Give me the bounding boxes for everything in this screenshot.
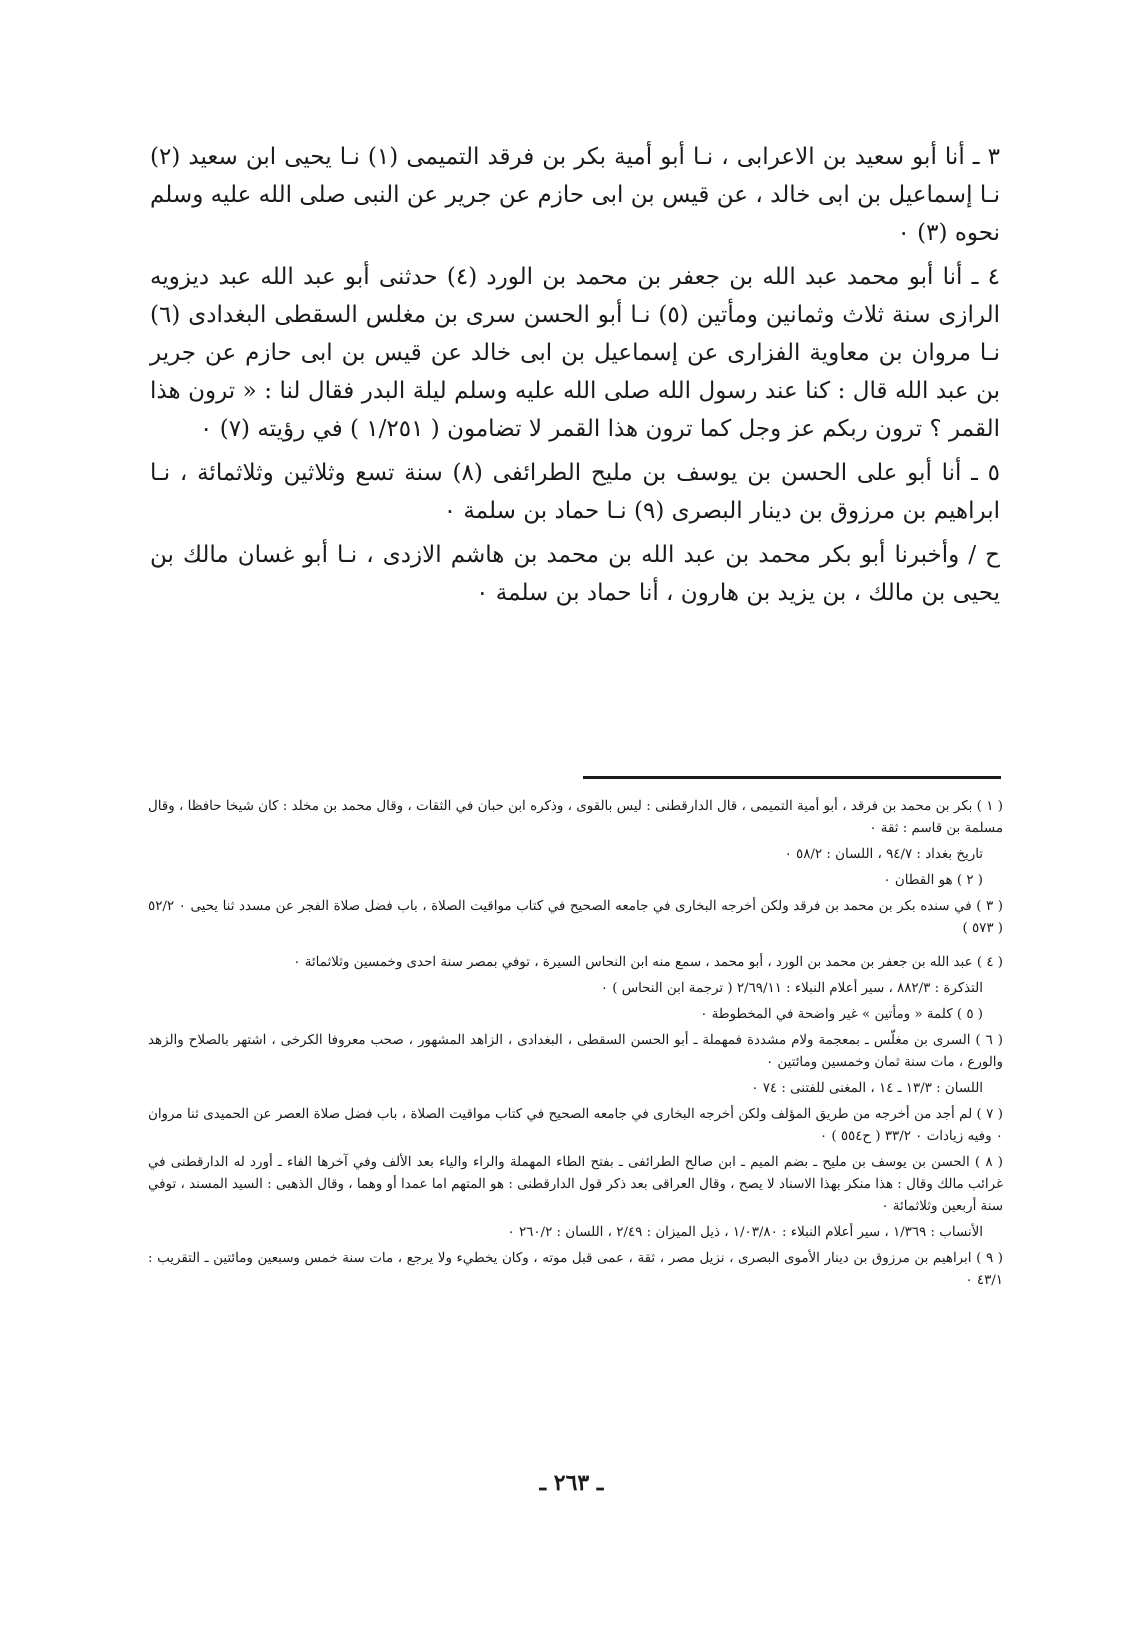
paragraph-5: ٥ ـ أنا أبو على الحسن بن يوسف بن مليح الطرائفى (٨) سنة تسع وثلاثين وثلاثمائة ، نـا ابراهيم بن مرزوق بن دينار البصرى (٩) نـا حماد بن سلمة ٠ [150,460,1000,524]
page-number: ـ ٢٦٣ ـ [539,1470,604,1496]
footnote-6-sources: اللسان : ١٣/٣ ـ ١٤ ، المغنى للفتنى : ٧٤ ٠ [751,1081,983,1096]
footnote-1: ( ١ ) بكر بن محمد بن فرقد ، أبو أمية التميمى ، قال الدارقطنى : ليس بالقوى ، وذكره ابن حبان في الثقات ، وقال محمد بن مخلد : كان شيخا حافظا ، وقال مسلمة بن قاسم : ثقة ٠ [148,799,1003,836]
footnote-1-sources: تاريخ بغداد : ٩٤/٧ ، اللسان : ٥٨/٢ ٠ [784,847,983,862]
footnotes [148,796,1003,1296]
paragraph-4: ٤ ـ أنا أبو محمد عبد الله بن جعفر بن محمد بن الورد (٤) حدثنى أبو عبد الله عبد ديزويه الرازى سنة ثلاث وثمانين ومأتين (٥) نـا أبو الحسن سرى بن مغلس السقطى البغدادى (٦) نـا مروان بن معاوية الفزارى عن إسماعيل بن ابى خالد عن قيس بن ابى حازم عن جرير بن عبد الله قال : كنا عند رسول الله صلى الله عليه وسلم ليلة البدر فقال لنا : « ترون هذا القمر ؟ ترون ربكم عز وجل كما ترون هذا القمر لا تضامون ( ١/٢٥١ ) في رؤيته (٧) ٠ [150,264,1000,442]
footnote-5: ( ٥ ) كلمة « ومأتين » غير واضحة في المخطوطة ٠ [700,1007,983,1022]
paragraph-3: ٣ ـ أنا أبو سعيد بن الاعرابى ، نـا أبو أمية بكر بن فرقد التميمى (١) نـا يحيى ابن سعيد (٢) نـا إسماعيل بن ابى خالد ، عن قيس بن ابى حازم عن جرير عن النبى صلى الله عليه وسلم نحوه (٣) ٠ [150,144,1000,246]
footnote-2: ( ٢ ) هو القطان ٠ [883,873,983,888]
footnote-4-sources: التذكرة : ٨٨٢/٣ ، سير أعلام النبلاء : ٢/٦٩/١١ ( ترجمة ابن النحاس ) ٠ [600,981,983,996]
footnote-8-sources: الأنساب : ١/٣٦٩ ، سير أعلام النبلاء : ١/٠٣/٨٠ ، ذيل الميزان : ٢/٤٩ ، اللسان : ٢٦٠/٢ ٠ [507,1225,983,1240]
footnote-9: ( ٩ ) ابراهيم بن مرزوق بن دينار الأموى البصرى ، نزيل مصر ، ثقة ، عمى قبل موته ، وكان يخطيء ولا يرجع ، مات سنة خمس وسبعين ومائتين ـ التقريب : ٤٣/١ ٠ [148,1251,1004,1288]
footnote-3: ( ٣ ) في سنده بكر بن محمد بن فرقد ولكن أخرجه البخارى في جامعه الصحيح في كتاب مواقيت الصلاة ، باب فضل صلاة الفجر عن مسدد ثنا يحيى ٠ ٥٢/٢ ( ٥٧٣ ) [148,899,1003,936]
paragraph-ha: ح / وأخبرنا أبو بكر محمد بن عبد الله بن محمد بن هاشم الازدى ، نـا أبو غسان مالك بن يحيى بن مالك ، بن يزيد بن هارون ، أنا حماد بن سلمة ٠ [150,542,1001,606]
footnote-6: ( ٦ ) السرى بن مغلّس ـ بمعجمة ولام مشددة فمهملة ـ أبو الحسن السقطى ، البغدادى ، الزاهد المشهور ، صحب معروفا الكرخى ، اشتهر بالصلاح والزهد والورع ، مات سنة ثمان وخمسين ومائتين ٠ [148,1033,1004,1070]
footnote-separator [583,776,1001,779]
footnote-4: ( ٤ ) عبد الله بن جعفر بن محمد بن الورد ، أبو محمد ، سمع منه ابن النحاس السيرة ، توفي بمصر سنة احدى وخمسين وثلاثمائة ٠ [293,955,1003,970]
footnote-7: ( ٧ ) لم أجد من أخرجه من طريق المؤلف ولكن أخرجه البخارى في جامعه الصحيح في كتاب مواقيت الصلاة ، باب فضل صلاة العصر عن الحميدى ثنا مروان ٠ وفيه زيادات ٠ ٣٣/٢ ( ح٥٥٤ ) ٠ [148,1107,1003,1144]
footnote-8: ( ٨ ) الحسن بن يوسف بن مليح ـ بضم الميم ـ ابن صالح الطرائفى ـ بفتح الطاء المهملة والراء والياء بعد الألف وفي آخرها الفاء ـ أورد له الدارقطنى في غرائب مالك وقال : هذا منكر بهذا الاسناد لا يصح ، وقال العراقى بعد ذكر قول الدارقطنى : هو المتهم اما عمدا أو وهما ، وقال الذهبى : السيد المسند ، توفي سنة أربعين وثلاثمائة ٠ [148,1155,1003,1214]
main-text [150,138,1000,618]
